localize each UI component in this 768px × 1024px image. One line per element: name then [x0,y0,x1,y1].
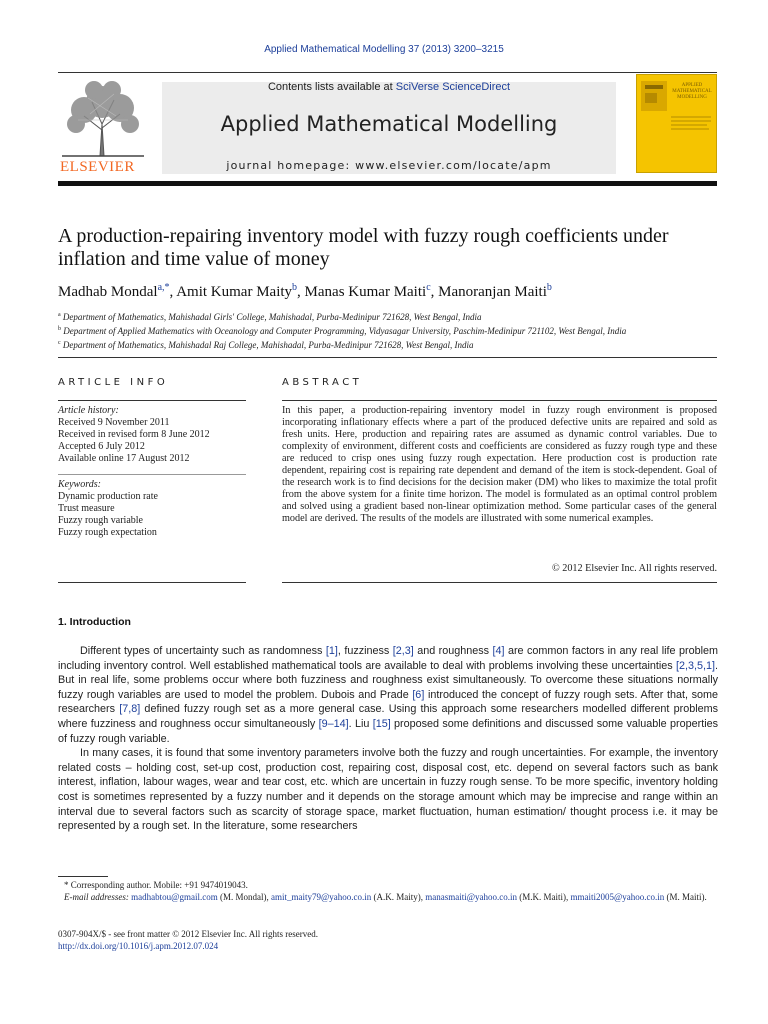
citation-link[interactable]: [1] [325,645,338,657]
paper-title: A production-repairing inventory model with fuzzy rough coefficients under inflation and time value of money [58,225,669,270]
author-affiliation-mark[interactable]: c [426,282,431,293]
affiliation-mark: b [58,326,61,332]
email-link[interactable]: manasmaiti@yahoo.co.in [425,892,518,902]
keywords [58,479,246,539]
header-rule [58,72,717,73]
history-item: Received in revised form 8 June 2012 [58,429,210,440]
email-owner: (M.K. Maiti), [517,892,571,902]
sciencedirect-link[interactable]: SciVerse ScienceDirect [395,81,511,93]
article-info-heading: ARTICLE INFO [58,377,169,388]
citation-link[interactable]: [6] [412,688,425,701]
abstract-rule [282,400,717,401]
footnotes [58,879,718,903]
history-rule [58,474,246,475]
keyword-item: Fuzzy rough expectation [58,527,157,538]
affiliation [58,323,718,337]
journal-title: Applied Mathematical Modelling [220,112,558,136]
affiliation-text: Department of Mathematics, Mahishadal Girls' College, Mahishadal, Purba-Medinipur 721628, West Bengal, India [60,312,482,322]
author-name: Manas Kumar Maiti [304,284,427,300]
email-addresses [58,891,718,903]
affiliation-list [58,309,718,351]
citation-link[interactable]: [9–14] [318,717,349,730]
affiliation-text: Department of Mathematics, Mahishadal Raj College, Mahishadal, Purba-Medinipur 721628, West Bengal, India [60,340,474,350]
history-item: Accepted 6 July 2012 [58,441,145,452]
journal-homepage[interactable]: journal homepage: www.elsevier.com/locate/apm [226,159,552,172]
citation-link[interactable]: [7,8] [119,703,141,716]
introduction-paragraph: In many cases, it is found that some inventory parameters involve both the fuzzy and rough uncertainties. For example, the inventory related costs – holding cost, set-up cost, production cost, repairing cost, disposal cost, etc. depend on several factors such as bank interest, inflation, labour wages, wear and tear cost, etc. which are uncertain in fuzzy rough sense. To be more specific, inventory holding cost is sometimes represented by a fuzzy number and it depends on the storage amount which may be imprecise and range within an interval due to several factors such as scarcity of storage space, market fluctuation, human estimation/ thought process i.e. it may be represented by a rough set. In the literature, some researchers [58,747,718,833]
keyword-item: Trust measure [58,503,115,514]
affiliation-rule [58,357,717,358]
front-matter-meta [58,928,718,952]
elsevier-wordmark: ELSEVIER [60,159,135,175]
email-link[interactable]: madhabtou@gmail.com [131,892,218,902]
history-item: Available online 17 August 2012 [58,453,190,464]
article-info-end-rule [58,582,246,583]
copyright-notice: © 2012 Elsevier Inc. All rights reserved. [551,563,717,574]
footnote-rule [58,876,108,877]
elsevier-tree-icon [58,80,148,158]
issn-line: 0307-904X/$ - see front matter © 2012 Elsevier Inc. All rights reserved. [58,929,319,939]
email-label: E-mail addresses: [64,892,132,902]
email-owner: (M. Mondal), [217,892,271,902]
author-name: Madhab Mondal [58,284,158,300]
contents-prefix: Contents lists available at [267,81,396,93]
email-link[interactable]: mmaiti2005@yahoo.co.in [570,892,665,902]
abstract-end-rule [282,582,717,583]
header-thick-rule [58,181,717,186]
abstract-text: In this paper, a production-repairing inventory model in fuzzy rough environment is proposed incorporating inflationary effects where a part of the produced defective units are repaired and sold as fresh units. Here, production and repairing rates are assumed as dynamic control variables. Due to complexity of environment, different costs and coefficients are considered as fuzzy rough type and these are reduced to crisp ones using fuzzy rough expectation. Here production cost is production rate dependent, repairing cost is repairing rate dependent and demand of the item is stock-dependent. Goal of the research work is to find decisions for the decision maker (DM) who likes to maximize the total profit from the above system for a finite time horizon. The model is formulated as an optimal control problem and solved using a gradient based non-linear optimization method. Some particular cases of the general model are derived. The results of the models are illustrated with some numerical examples. [282,405,717,524]
author-name: Manoranjan Maiti [438,284,547,300]
author-affiliation-mark[interactable]: a,* [157,282,170,293]
keywords-label: Keywords: [58,479,101,490]
abstract-heading: ABSTRACT [282,377,363,388]
history-item: Received 9 November 2011 [58,417,170,428]
affiliation-mark: c [58,340,61,346]
email-owner: (M. Maiti). [664,892,707,902]
keyword-item: Fuzzy rough variable [58,515,143,526]
contents-line [162,81,616,93]
section-heading-introduction: 1. Introduction [58,616,131,628]
author-affiliation-mark[interactable]: b [292,282,298,293]
citation-link[interactable]: [2,3] [392,645,414,657]
email-link[interactable]: amit_maity79@yahoo.co.in [270,892,372,902]
introduction-paragraph: Different types of uncertainty such as randomness [1], fuzziness [2,3] and roughness [4] are common factors in any real life problem including inventory control. Well established mathematical tools are available to deal with problems involving these uncertainties [2,3,5,1]. But in real life, some problems occur where both fuzziness and roughness exist simultaneously. To overcome these situations normally fuzzy rough variables are used to model the problem. Dubois and Prade [6] introduced the concept of fuzzy rough sets. After that, some researchers [7,8] defined fuzzy rough set as a more general case. Using this approach some researchers modelled different problems where fuzziness and roughness occur simultaneously [9–14]. Liu [15] proposed some definitions and discussed some valuable properties of fuzzy rough variable. [58,645,719,745]
doi-link[interactable]: http://dx.doi.org/10.1016/j.apm.2012.07.024 [58,941,219,951]
author-list: Madhab Mondal$^{a,*}$, Amit Kumar Maity$^b$, Manas Kumar Maiti$^c$, Manoranjan Maiti$^b$ [58,282,552,300]
citation-link[interactable]: [15] [372,717,391,730]
corresponding-author-text: Corresponding author. Mobile: +91 9474019043. [70,880,248,890]
article-history [58,405,246,465]
article-info-rule [58,400,246,401]
author-affiliation-mark[interactable]: b [546,282,552,293]
citation-link[interactable]: [4] [492,645,505,657]
elsevier-logo [58,80,148,176]
affiliation-mark: a [58,312,61,318]
journal-cover-image [636,74,717,173]
affiliation [58,309,718,323]
citation-link[interactable]: [2,3,5,1] [675,659,715,672]
introduction-body [58,644,718,834]
history-label: Article history: [58,405,119,416]
author-name: Amit Kumar Maity [176,284,293,300]
email-owner: (A.K. Maity), [371,892,426,902]
cover-title: APPLIED MATHEMATICAL MODELLING [672,83,712,100]
journal-citation[interactable]: Applied Mathematical Modelling 37 (2013) 3200–3215 [264,44,504,55]
keyword-item: Dynamic production rate [58,491,158,502]
corresponding-author-note: * Corresponding author. Mobile: +91 9474019043. [64,880,248,890]
affiliation [58,337,718,351]
affiliation-text: Department of Applied Mathematics with Oceanology and Computer Programming, Vidyasagar University, Paschim-Medinipur 721102, West Bengal, India [61,326,627,336]
